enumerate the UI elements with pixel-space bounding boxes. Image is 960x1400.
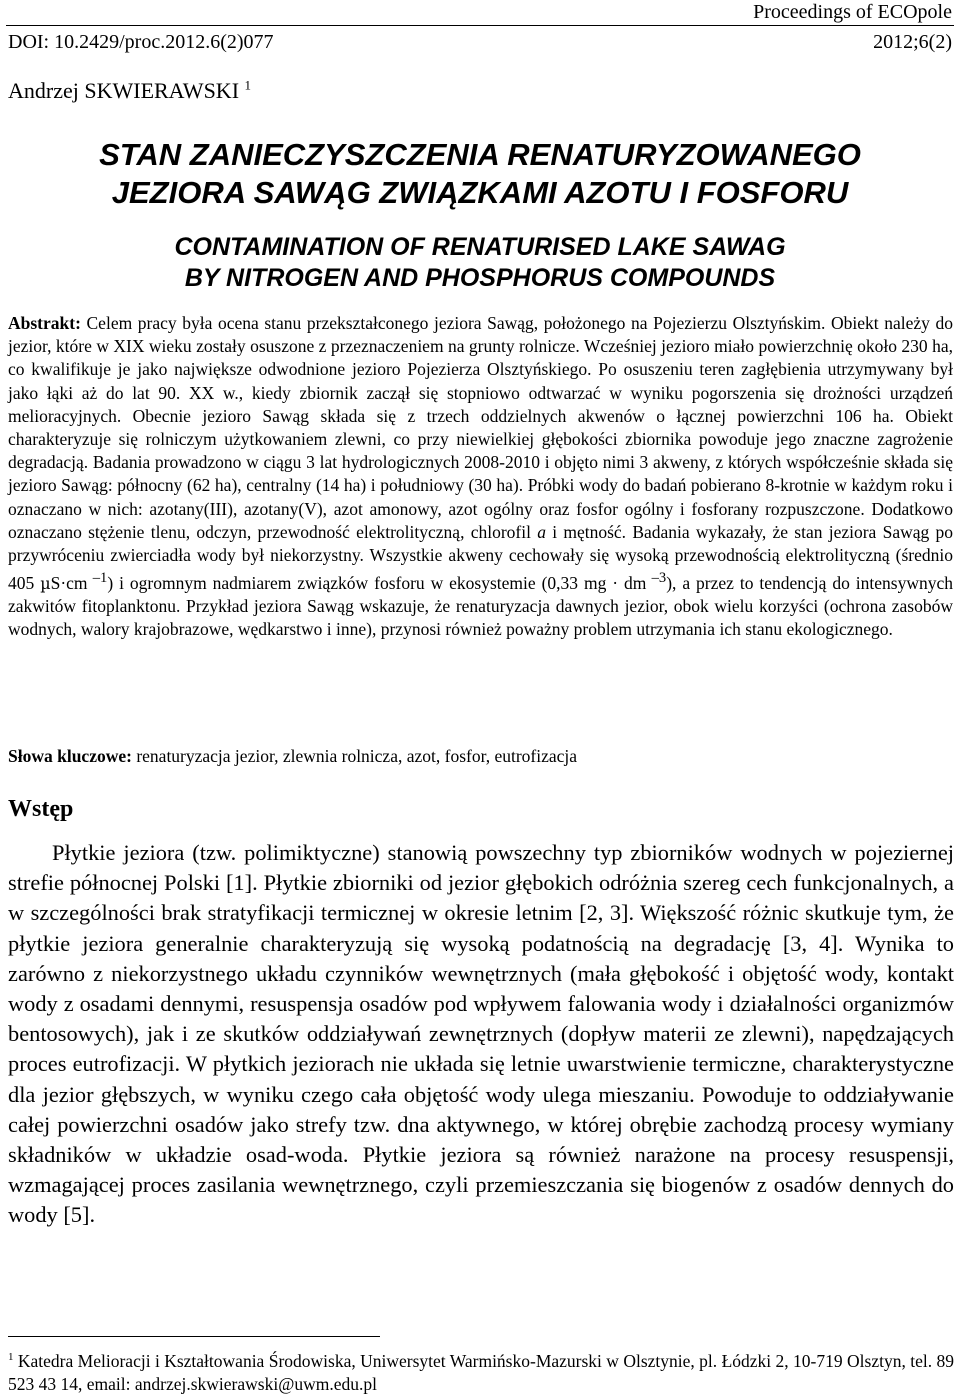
abstract-exponent-2: –3 [646,570,667,587]
abstract [8,312,953,642]
author-name: Andrzej SKWIERAWSKI [8,78,240,103]
abstract-text-5: ), a przez to tendencją do intensywnych zakwitów fitoplanktonu. Przykład jeziora Sawąg wskazuje, że renaturyzacja dawnych jezior, obok wielu korzyści (ochrona zasobów wodnych, walory krajobrazowe, wędkarstwo i inne), przynosi również poważny problem utrzymania ich stanu ekologicznego. [8,573,953,640]
abstract-text-1: Celem pracy była ocena stanu przekształconego jeziora Sawąg, położonego na Pojezierzu Olsztyńskim. Obiekt należy do jezior, które w XIX wieku zostały osuszone z przeznaczeniem na grunty rolnicze. Wcześniej jezioro miało powierzchnię około 230 ha, co kwalifikuje je jako największe odwodnione jezioro Pojezierza Olsztyńskiego. Po osuszeniu teren zagłębienia utrzymywany był jako łąki aż do lat 90. XX w., kiedy zbiornik zaczął się stopniowo odtwarzać w wyniku pogorszenia się drożności urządzeń melioracyjnych. Obecnie jezioro Sawąg składa się z trzech oddzielnych akwenów o łącznej powierzchni 106 ha. Obiekt charakteryzuje się rolniczym użytkowaniem zlewni, co przy niewielkiej głębokości zbiornika powoduje jego znaczne zagrożenie degradacją. Badania prowadzono w ciągu 3 lat hydrologicznych 2008-2010 i objęto nimi 3 akweny, z których współcześnie składa się jezioro Sawąg: północny (62 ha), centralny (14 ha) i południowy (30 ha). Próbki wody do badań pobierano 8-krotnie w każdym roku i oznaczano w nich: azotany(III), azotany(V), azot amonowy, azot ogólny oraz fosfor ogólny i fosforany rozpuszczone. Dodatkowo oznaczano stężenie tlenu, odczyn, przewodność elektrolityczną, chlorofil [8,313,953,542]
keywords [8,744,953,768]
abstract-label: Abstrakt: [8,313,81,333]
title-english-line-1: CONTAMINATION OF RENATURISED LAKE SAWAG [174,233,786,261]
title-english-line-2: BY NITROGEN AND PHOSPHORUS COMPOUNDS [184,264,776,292]
abstract-text-3: S·cm [50,573,88,594]
title-polish [0,136,960,212]
abstract-italic-a: a [537,521,546,542]
title-polish-line-2: JEZIORA SAWĄG ZWIĄZKAMI AZOTU I FOSFORU [111,175,849,210]
title-english [0,232,960,294]
abstract-text-4: ) i ogromnym nadmiarem związków fosforu w ekosystemie (0,33 mg · dm [107,573,647,594]
journal-name: Proceedings of ECOpole [753,1,952,23]
abstract-text-2: i mętność. Badania wykazały, że stan jeziora Sawąg po przywróceniu zwierciadła wody był niekorzystny. Wszystkie akweny cechowały się wysoką przewodnością elektrolityczną (średnio 405 [8,521,953,594]
body-text: Płytkie jeziora (tzw. polimiktyczne) stanowią powszechny typ zbiorników wodnych w pojeziernej strefie północnej Polski [1]. Płytkie zbiorniki od jezior głębokich odróżnia szereg cech funkcjonalnych, a w szczególności brak stratyfikacji termicznej w okresie letnim [2, 3]. Większość różnic skutkuje tym, że płytkie jeziora generalnie charakteryzują się wysoką podatnością na degradację [3, 4]. Wynika to zarówno z niekorzystnego układu czynników wewnętrznych (mała głębokość i objętość wody, kontakt wody z osadami dennymi, resuspensja osadów pod wpływem falowania wody i działalności organizmów bentosowych), jak i ze skutków oddziaływań zewnętrznych (dopływ materii ze zlewni), napędzających proces eutrofizacji. W płytkich jeziorach nie układa się letnie uwarstwienie termiczne, charakterystyczne dla jezior głębszych, w wyniku czego cała objętość wody ulega mieszaniu. Powoduje to oddziaływanie całej powierzchni osadów jako strefy tzw. dna aktywnego, w której obrębie zachodzą procesy wymiany składników w układzie osad-woda. Płytkie jeziora są również narażone na procesy resuspensji, wzmagającej proces zasilania wewnętrznego, czyli przemieszczania się biogenów z osadów dennych do wody [5]. [8,840,954,1228]
footnote-text: Katedra Melioracji i Kształtowania Środowiska, Uniwersytet Warmińsko-Mazurski w Olsztynie, pl. Łódzki 2, 10-719 Olsztyn, tel. 89 523 43 14, email: andrzej.skwierawski@uwm.edu.pl [8,1351,954,1394]
volume-issue: 2012;6(2) [873,31,952,53]
author-affiliation-ref: 1 [244,77,252,93]
mu-symbol: µ [40,574,51,594]
keywords-label: Słowa kluczowe: [8,746,132,766]
keywords-text: renaturyzacja jezior, zlewnia rolnicza, azot, fosfor, eutrofizacja [131,746,578,766]
header-divider [6,25,954,26]
author [8,78,251,104]
section-heading: Wstęp [8,796,74,822]
title-polish-line-1: STAN ZANIECZYSZCZENIA RENATURYZOWANEGO [99,137,861,172]
footnote-divider [8,1336,380,1337]
footnote-ref: 1 [8,1351,14,1364]
body-paragraph [8,838,954,1231]
abstract-exponent-1: –1 [87,570,108,587]
doi: DOI: 10.2429/proc.2012.6(2)077 [8,31,274,53]
footnote [8,1350,954,1396]
